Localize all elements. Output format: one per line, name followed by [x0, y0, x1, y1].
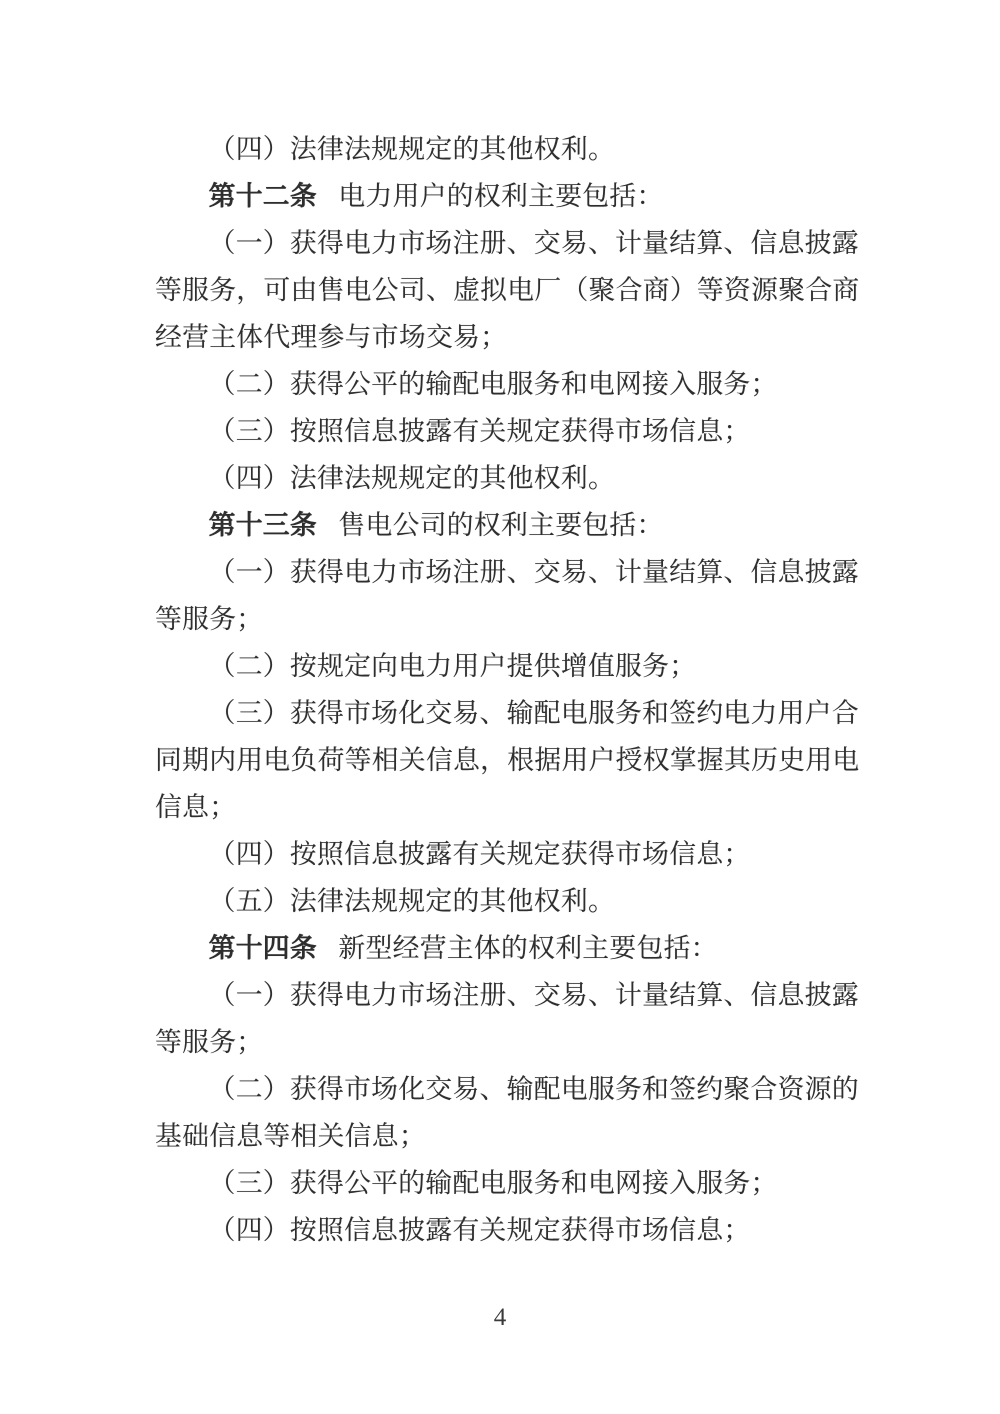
text-line: 同期内用电负荷等相关信息，根据用户授权掌握其历史用电 — [155, 745, 860, 775]
article-number: 第十二条 — [208, 181, 317, 211]
text-line: 等服务，可由售电公司、虚拟电厂（聚合商）等资源聚合商 — [155, 275, 860, 305]
article-heading-line — [155, 502, 855, 549]
article-number: 第十三条 — [208, 510, 317, 540]
text-line: 等服务； — [155, 604, 264, 634]
page-number: 4 — [493, 1304, 507, 1331]
text-line: 基础信息等相关信息； — [155, 1121, 426, 1151]
article-heading-text: 电力用户的权利主要包括： — [338, 181, 664, 211]
text-line: （二）获得公平的输配电服务和电网接入服务； — [208, 369, 778, 399]
text-line: （三）获得市场化交易、输配电服务和签约电力用户合 — [208, 698, 859, 728]
text-line: 等服务； — [155, 1027, 264, 1057]
article-heading-text: 新型经营主体的权利主要包括： — [338, 933, 718, 963]
text-line: 信息； — [155, 792, 237, 822]
text-line: （五）法律法规规定的其他权利。 — [208, 886, 616, 916]
document-body — [155, 126, 860, 1254]
text-line: （三）获得公平的输配电服务和电网接入服务； — [208, 1168, 778, 1198]
article-heading-text: 售电公司的权利主要包括： — [338, 510, 664, 540]
text-line: （四）按照信息披露有关规定获得市场信息； — [208, 1215, 751, 1245]
text-line: （一）获得电力市场注册、交易、计量结算、信息披露 — [208, 980, 859, 1010]
text-line: （一）获得电力市场注册、交易、计量结算、信息披露 — [208, 557, 859, 587]
text-line: （三）按照信息披露有关规定获得市场信息； — [208, 416, 751, 446]
text-line: （一）获得电力市场注册、交易、计量结算、信息披露 — [208, 228, 859, 258]
article-number: 第十四条 — [208, 933, 317, 963]
text-line: 经营主体代理参与市场交易； — [155, 322, 508, 352]
article-heading-line — [155, 173, 855, 220]
text-line: （四）法律法规规定的其他权利。 — [208, 134, 616, 164]
text-line: （四）法律法规规定的其他权利。 — [208, 463, 616, 493]
text-line: （二）获得市场化交易、输配电服务和签约聚合资源的 — [208, 1074, 859, 1104]
text-line: （二）按规定向电力用户提供增值服务； — [208, 651, 697, 681]
text-line: （四）按照信息披露有关规定获得市场信息； — [208, 839, 751, 869]
article-heading-line — [155, 925, 855, 972]
